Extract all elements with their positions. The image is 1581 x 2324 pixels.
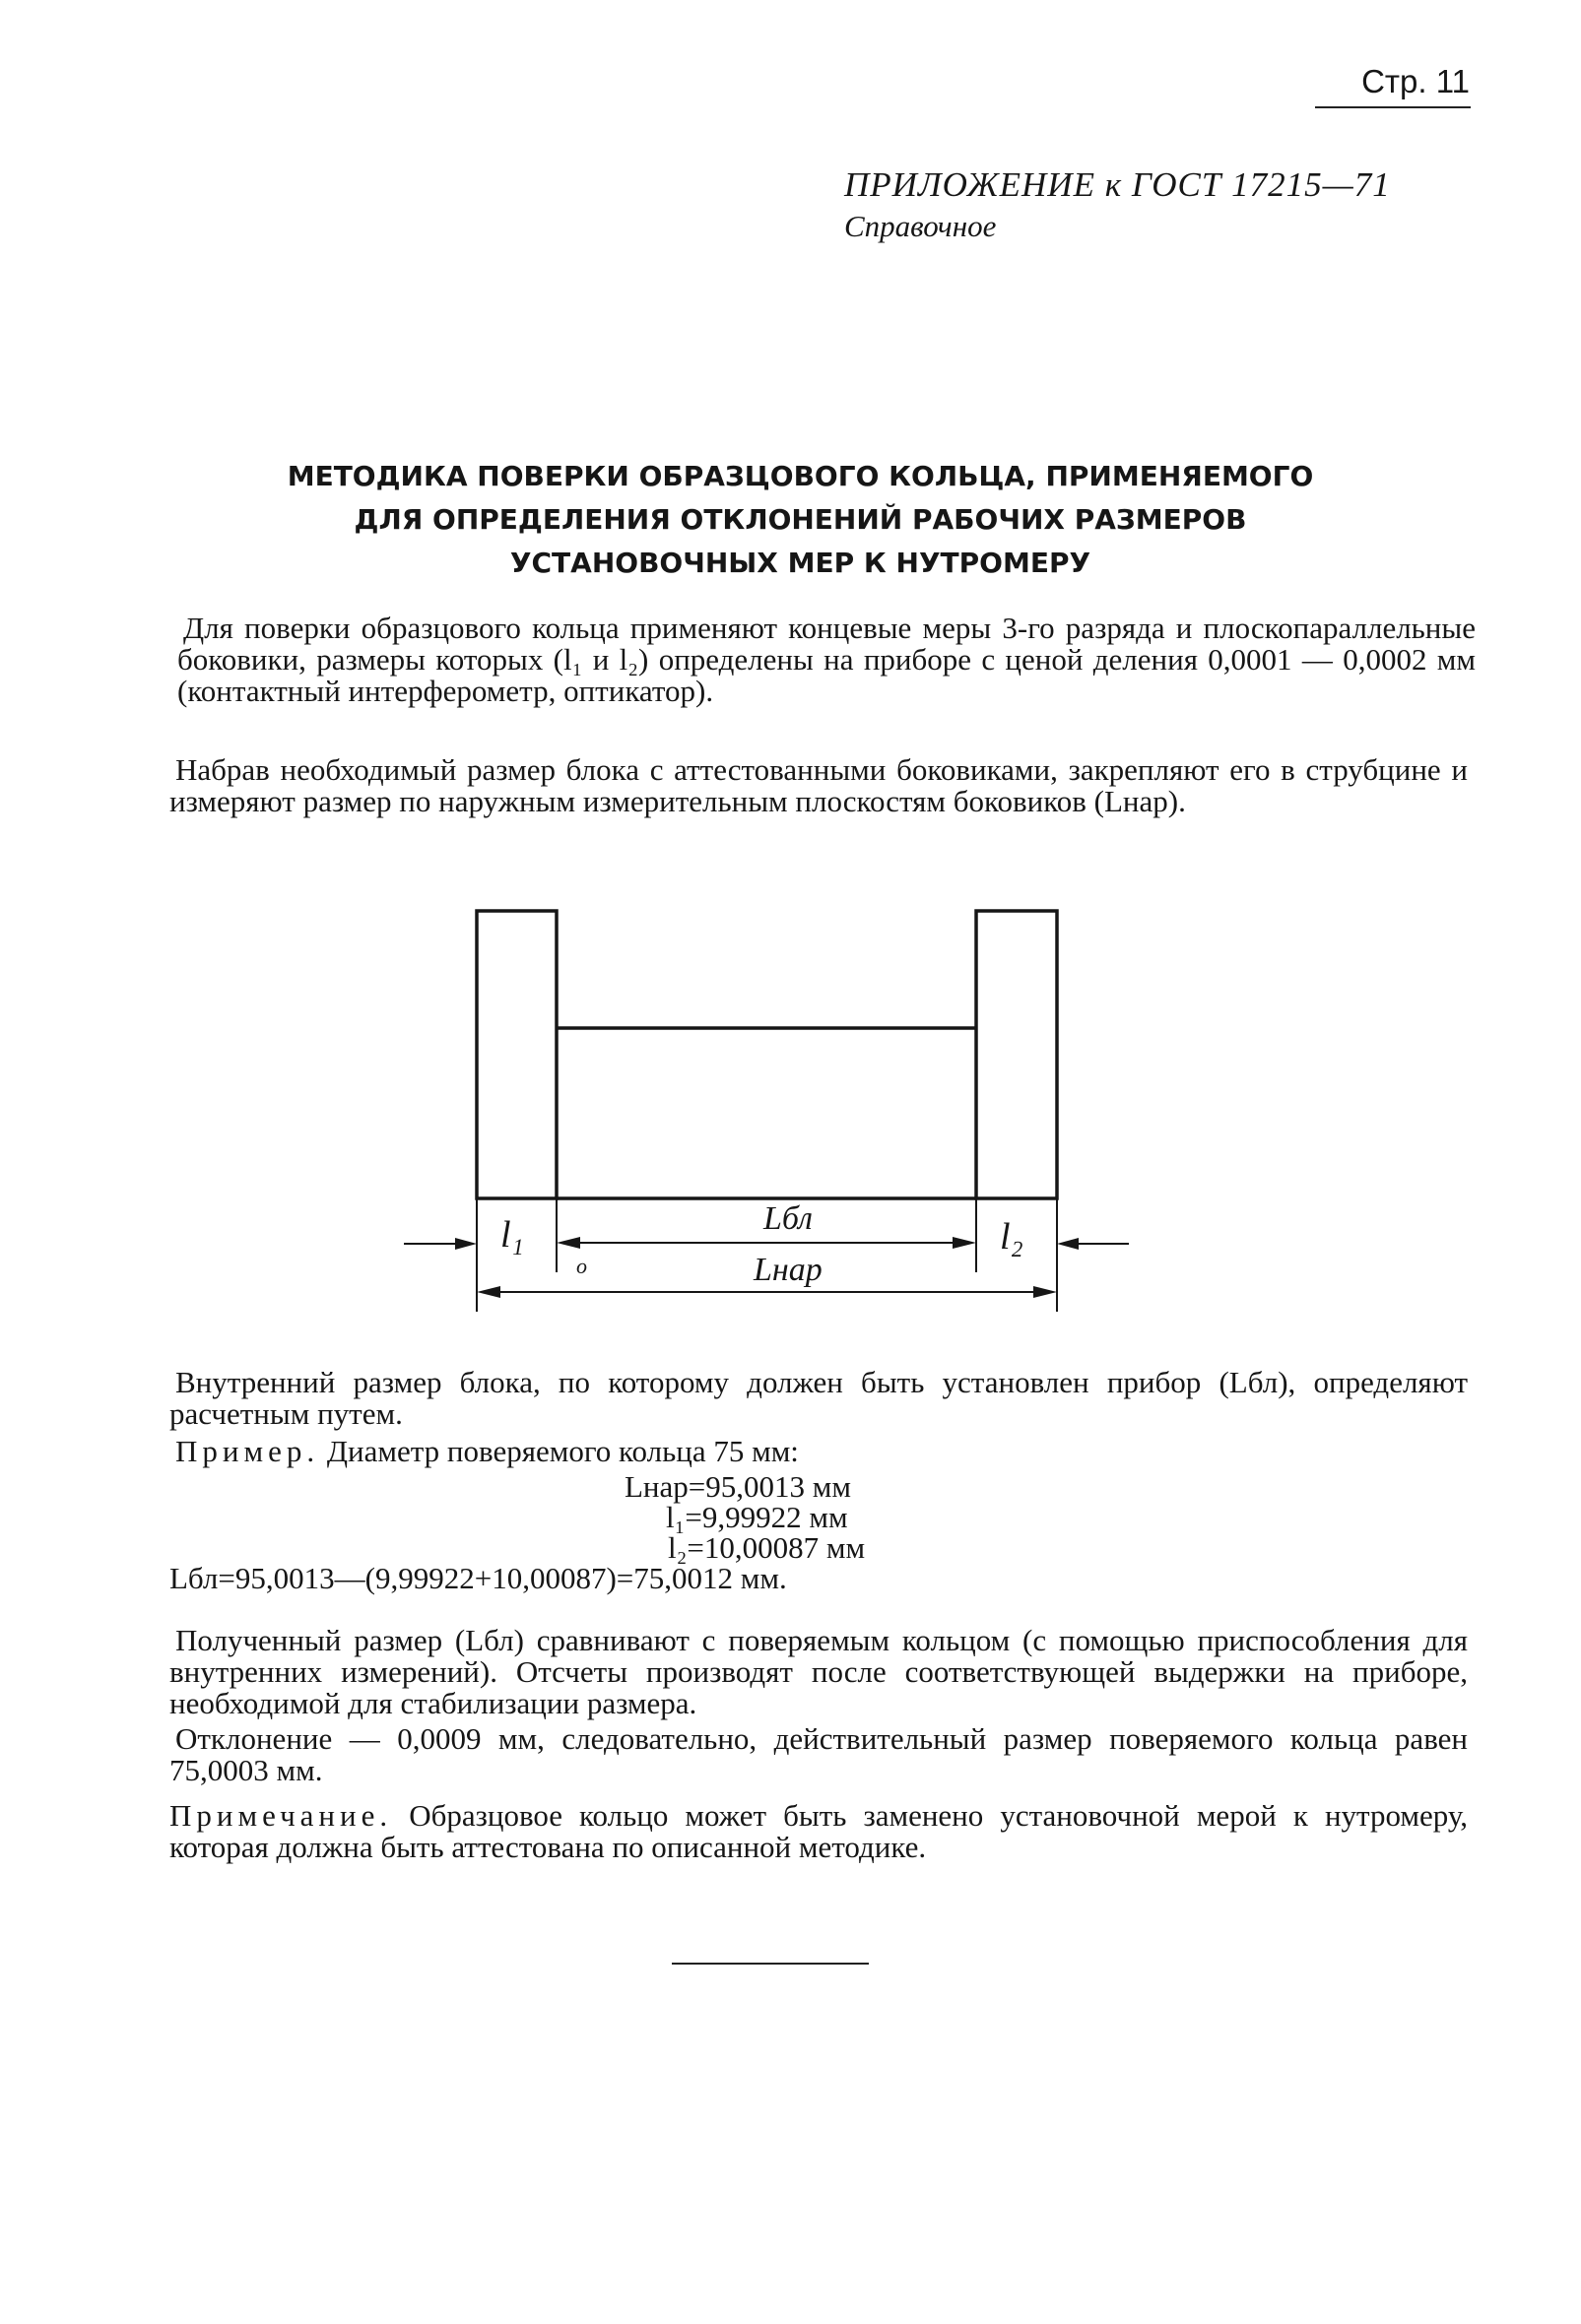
- note-text: Образцовое кольцо может быть заменено установочной мерой к нутромеру, которая должна быть аттестована по описанной методике.: [169, 1798, 1469, 1864]
- right-side-piece: [976, 911, 1057, 1198]
- lnar-arrowhead-right: [1033, 1286, 1057, 1298]
- l1-arrowhead: [455, 1238, 477, 1250]
- paragraph-example: [169, 1436, 1468, 1467]
- paragraph-inner-size: Внутренний размер блока, по которому должен быть установлен прибор (Lбл), определяют расчетным путем.: [169, 1365, 1468, 1431]
- label-l1: l₁: [500, 1214, 524, 1256]
- note-label: Примечание.: [169, 1798, 393, 1833]
- note-paragraph: [169, 1800, 1468, 1863]
- left-side-piece: [477, 911, 557, 1198]
- formula-l1: l₁=9,99922 мм: [666, 1500, 848, 1534]
- label-l2: l₂: [1000, 1216, 1023, 1258]
- paragraph-deviation: Отклонение — 0,0009 мм, следовательно, действительный размер поверяемого кольца равен 75,0003 мм.: [169, 1721, 1468, 1787]
- title-line-3: УСТАНОВОЧНЫХ МЕР К НУТРОМЕРУ: [509, 547, 1091, 579]
- label-lbl: Lбл: [763, 1200, 813, 1237]
- formula-lbl: Lбл=95,0013—(9,99922+10,00087)=75,0012 мм.: [169, 1561, 787, 1595]
- label-o: о: [576, 1254, 587, 1278]
- l2-arrowhead: [1057, 1238, 1079, 1250]
- example-text: Диаметр поверяемого кольца 75 мм:: [326, 1434, 799, 1468]
- lbl-arrowhead-right: [953, 1237, 976, 1249]
- appendix-heading: ПРИЛОЖЕНИЕ к ГОСТ 17215—71: [844, 165, 1391, 204]
- page-number: Стр. 11: [1361, 63, 1470, 99]
- lbl-arrowhead-left: [557, 1237, 580, 1249]
- formula-lnar: Lнар=95,0013 мм: [625, 1469, 852, 1504]
- example-label: Пример.: [175, 1434, 320, 1468]
- title-line-2: ДЛЯ ОПРЕДЕЛЕНИЯ ОТКЛОНЕНИЙ РАБОЧИХ РАЗМЕРОВ: [354, 503, 1247, 536]
- end-rule: [672, 1963, 869, 1965]
- paragraph-comparison: Полученный размер (Lбл) сравнивают с поверяемым кольцом (с помощью приспособления для внутренних измерений). Отсчеты производят после соответствующей выдержки на приборе, необходимой для стабилизации размера.: [169, 1623, 1468, 1720]
- reference-note: Справочное: [844, 209, 997, 243]
- lnar-arrowhead-left: [477, 1286, 500, 1298]
- title-line-1: МЕТОДИКА ПОВЕРКИ ОБРАЗЦОВОГО КОЛЬЦА, ПРИМЕНЯЕМОГО: [287, 460, 1314, 492]
- label-lnar: Lнар: [754, 1252, 823, 1288]
- paragraph-block-assembly: Набрав необходимый размер блока с аттестованными боковиками, закрепляют его в струбцине и измеряют размер по наружным измерительным плоскостям боковиков (Lнар).: [169, 752, 1468, 818]
- formula-block: [169, 1471, 1468, 1593]
- formula-l2: l₂=10,00087 мм: [668, 1530, 866, 1565]
- paragraph-gauge-blocks: Для поверки образцового кольца применяют концевые меры 3-го разряда и плоскопараллельные боковики, размеры которых (l₁ и l₂) определены на приборе с ценой деления 0,0001 — 0,0002 мм (контактный интерферометр, оптикатор).: [177, 611, 1476, 708]
